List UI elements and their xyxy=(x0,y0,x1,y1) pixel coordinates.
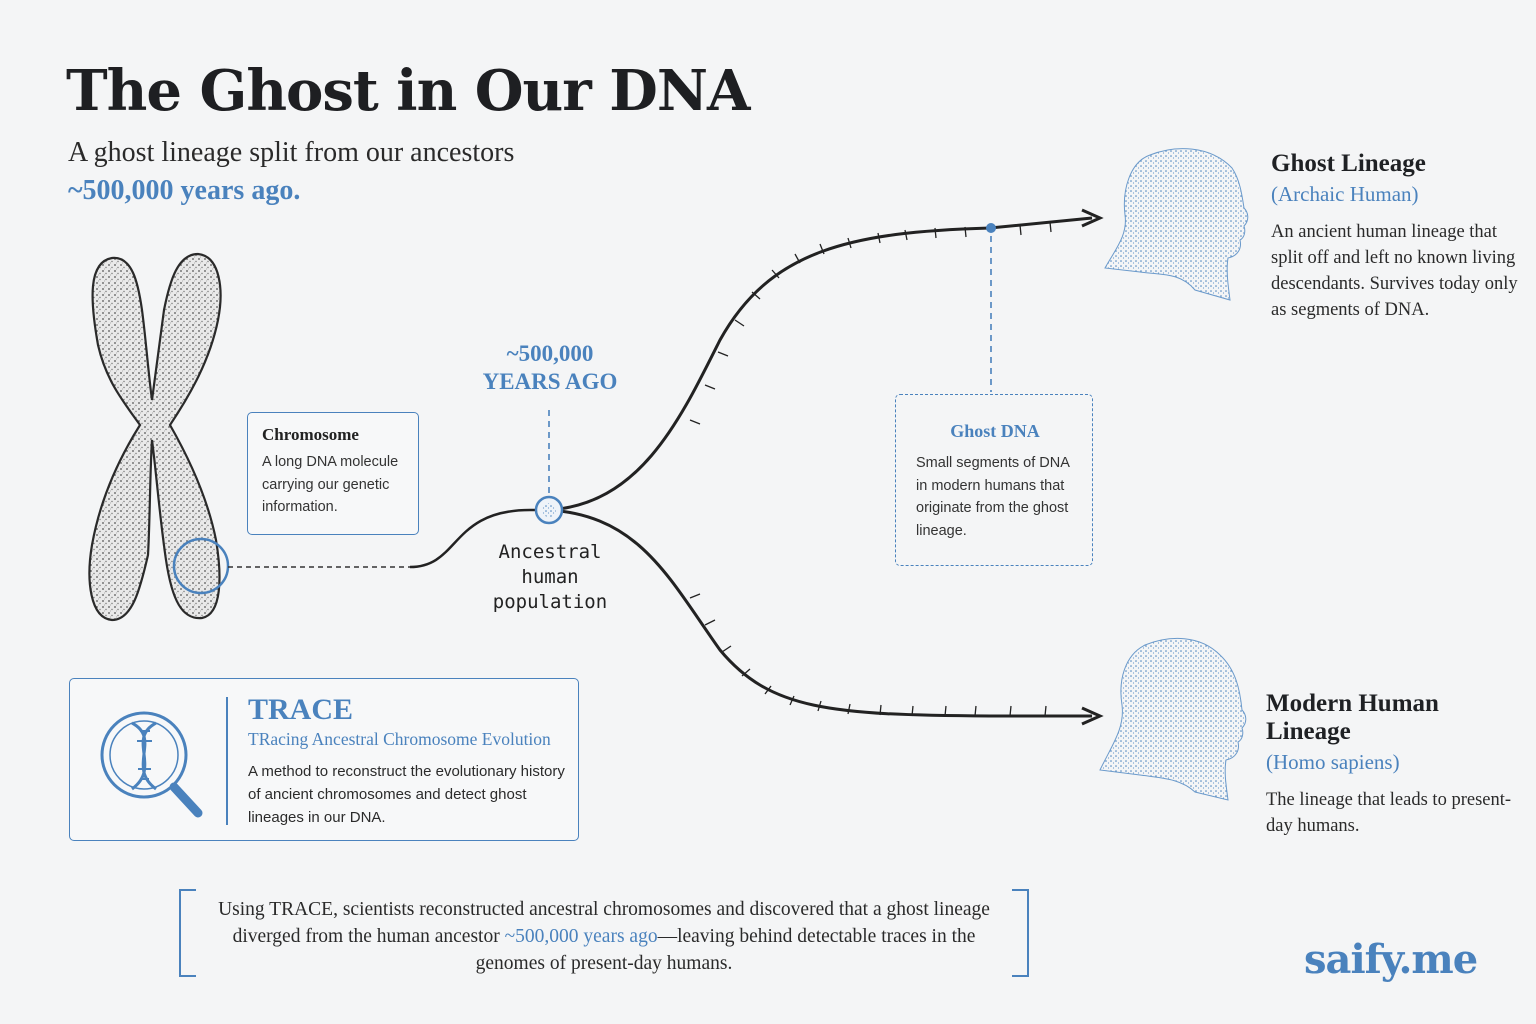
chromosome-illustration xyxy=(89,254,228,620)
ghost-lineage-title: Ghost Lineage xyxy=(1271,150,1426,177)
summary-text xyxy=(218,896,990,977)
modern-human-head-icon xyxy=(1100,638,1246,800)
ghost-lineage-description: An ancient human lineage that split off and left no known living descendants. Survives today only as segments of DNA. xyxy=(1271,222,1518,320)
brand-logo[interactable]: saify.me xyxy=(1304,936,1478,983)
trace-subheading: TRacing Ancestral Chromosome Evolution xyxy=(248,729,551,749)
subtitle-line: A ghost lineage split from our ancestors xyxy=(68,137,515,168)
modern-lineage-title: Modern Human Lineage xyxy=(1266,690,1439,745)
ancestral-line-3: population xyxy=(492,591,608,613)
page-title: The Ghost in Our DNA xyxy=(66,58,750,124)
chromosome-heading: Chromosome xyxy=(262,425,359,444)
modern-lineage-info xyxy=(1266,690,1526,839)
trace-heading: TRACE xyxy=(248,693,354,726)
ancestral-line-2: human xyxy=(521,566,579,588)
ancestral-population-label xyxy=(480,540,620,615)
trace-divider xyxy=(226,697,228,825)
chromosome-info-box xyxy=(247,412,419,535)
modern-lineage-subtitle: (Homo sapiens) xyxy=(1266,750,1400,774)
ghost-dna-marker xyxy=(986,223,996,233)
split-time-unit: YEARS AGO xyxy=(482,369,618,394)
trace-text: A method to reconstruct the evolutionary history of ancient chromosomes and detect ghost lineages in our DNA. xyxy=(248,763,565,826)
subtitle-highlight: ~500,000 years ago. xyxy=(68,175,301,206)
modern-branch-ticks xyxy=(690,594,1046,716)
ghost-dna-heading: Ghost DNA xyxy=(950,421,1040,441)
summary-block xyxy=(178,888,1030,978)
ancestral-line-1: Ancestral xyxy=(498,541,602,563)
split-time-label xyxy=(470,340,630,396)
summary-highlight: ~500,000 years ago xyxy=(504,926,658,947)
magnifier-dna-icon xyxy=(96,709,206,819)
ghost-lineage-info xyxy=(1271,150,1521,323)
summary-part-1: Using TRACE, scientists reconstructed ancestral chromosomes and discovered that a ghost lineage diverged from the human ancestor xyxy=(218,899,990,947)
ghost-dna-box xyxy=(895,394,1093,566)
summary-part-2: —leaving behind detectable traces in the genomes of present-day humans. xyxy=(475,926,976,974)
archaic-human-head-icon xyxy=(1105,149,1248,300)
ghost-dna-text: Small segments of DNA in modern humans that originate from the ghost lineage. xyxy=(916,455,1070,539)
chromosome-text: A long DNA molecule carrying our genetic information. xyxy=(262,454,399,515)
split-time-value: ~500,000 xyxy=(506,341,594,366)
modern-lineage-description: The lineage that leads to present-day humans. xyxy=(1266,790,1512,836)
trace-info-box xyxy=(69,678,579,841)
ghost-lineage-subtitle: (Archaic Human) xyxy=(1271,182,1419,206)
